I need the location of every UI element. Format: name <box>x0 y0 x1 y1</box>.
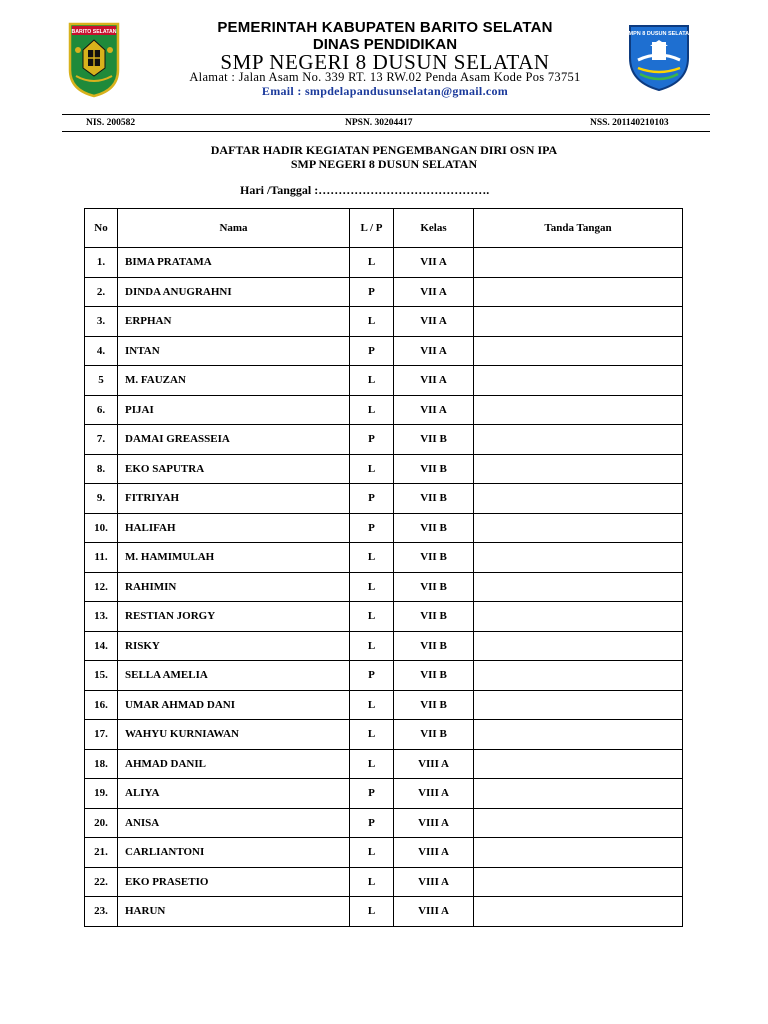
student-name: BIMA PRATAMA <box>118 248 350 278</box>
attendance-table <box>84 208 683 927</box>
table-header-row <box>85 209 683 248</box>
table-row <box>85 454 683 484</box>
student-class: VII A <box>394 395 474 425</box>
signature-cell <box>474 248 683 278</box>
student-gender: L <box>350 838 394 868</box>
row-number: 14. <box>85 631 118 661</box>
table-row <box>85 395 683 425</box>
document-subtitle: SMP NEGERI 8 DUSUN SELATAN <box>290 157 478 171</box>
student-class: VII B <box>394 720 474 750</box>
school-address: Alamat : Jalan Asam No. 339 RT. 13 RW.02 Penda Asam Kode Pos 73751 <box>189 70 581 84</box>
student-class: VII B <box>394 484 474 514</box>
signature-cell <box>474 366 683 396</box>
signature-cell <box>474 602 683 632</box>
student-class: VII B <box>394 513 474 543</box>
table-row <box>85 484 683 514</box>
letterhead-divider <box>62 114 710 115</box>
student-gender: L <box>350 602 394 632</box>
table-row <box>85 248 683 278</box>
student-gender: L <box>350 867 394 897</box>
col-header-nama: Nama <box>118 209 350 248</box>
student-gender: P <box>350 336 394 366</box>
signature-cell <box>474 425 683 455</box>
student-gender: L <box>350 543 394 573</box>
row-number: 23. <box>85 897 118 927</box>
student-gender: L <box>350 720 394 750</box>
student-gender: P <box>350 513 394 543</box>
table-row <box>85 425 683 455</box>
student-name: EKO PRASETIO <box>118 867 350 897</box>
student-name: HALIFAH <box>118 513 350 543</box>
student-name: RESTIAN JORGY <box>118 602 350 632</box>
col-header-lp: L / P <box>350 209 394 248</box>
student-name: RAHIMIN <box>118 572 350 602</box>
student-class: VIII A <box>394 779 474 809</box>
row-number: 12. <box>85 572 118 602</box>
signature-cell <box>474 307 683 337</box>
student-class: VIII A <box>394 867 474 897</box>
signature-cell <box>474 779 683 809</box>
student-name: PIJAI <box>118 395 350 425</box>
signature-cell <box>474 661 683 691</box>
row-number: 18. <box>85 749 118 779</box>
row-number: 21. <box>85 838 118 868</box>
table-row <box>85 307 683 337</box>
student-gender: P <box>350 661 394 691</box>
signature-cell <box>474 720 683 750</box>
student-gender: L <box>350 690 394 720</box>
table-row <box>85 366 683 396</box>
signature-cell <box>474 336 683 366</box>
student-class: VII B <box>394 425 474 455</box>
signature-cell <box>474 867 683 897</box>
table-row <box>85 631 683 661</box>
signature-cell <box>474 513 683 543</box>
row-number: 8. <box>85 454 118 484</box>
student-class: VII A <box>394 336 474 366</box>
government-name: PEMERINTAH KABUPATEN BARITO SELATAN <box>217 19 553 36</box>
date-line: Hari /Tanggal :……………………………………. <box>240 183 490 197</box>
row-number: 20. <box>85 808 118 838</box>
student-name: INTAN <box>118 336 350 366</box>
student-gender: P <box>350 277 394 307</box>
row-number: 1. <box>85 248 118 278</box>
student-class: VII A <box>394 366 474 396</box>
row-number: 3. <box>85 307 118 337</box>
logo-right-banner-text: SMPN 8 DUSUN SELATAN <box>624 31 694 37</box>
col-header-tanda-tangan: Tanda Tangan <box>474 209 683 248</box>
student-gender: L <box>350 749 394 779</box>
signature-cell <box>474 484 683 514</box>
row-number: 4. <box>85 336 118 366</box>
row-number: 22. <box>85 867 118 897</box>
signature-cell <box>474 749 683 779</box>
student-class: VIII A <box>394 808 474 838</box>
signature-cell <box>474 572 683 602</box>
student-name: ERPHAN <box>118 307 350 337</box>
student-name: SELLA AMELIA <box>118 661 350 691</box>
row-number: 17. <box>85 720 118 750</box>
student-name: HARUN <box>118 897 350 927</box>
student-gender: L <box>350 897 394 927</box>
student-gender: L <box>350 248 394 278</box>
row-number: 2. <box>85 277 118 307</box>
student-class: VII B <box>394 602 474 632</box>
table-row <box>85 336 683 366</box>
table-row <box>85 277 683 307</box>
student-name: M. HAMIMULAH <box>118 543 350 573</box>
table-row <box>85 779 683 809</box>
table-row <box>85 808 683 838</box>
student-gender: L <box>350 454 394 484</box>
table-row <box>85 720 683 750</box>
student-gender: L <box>350 395 394 425</box>
department-name: DINAS PENDIDIKAN <box>312 36 458 53</box>
student-class: VII B <box>394 690 474 720</box>
student-class: VIII A <box>394 897 474 927</box>
student-name: DINDA ANUGRAHNI <box>118 277 350 307</box>
col-header-no: No <box>85 209 118 248</box>
student-gender: L <box>350 631 394 661</box>
smpn-8-school-logo <box>624 20 694 92</box>
row-number: 19. <box>85 779 118 809</box>
nis-number: NIS. 200582 <box>86 118 136 128</box>
table-row <box>85 897 683 927</box>
signature-cell <box>474 454 683 484</box>
row-number: 11. <box>85 543 118 573</box>
student-name: FITRIYAH <box>118 484 350 514</box>
table-row <box>85 867 683 897</box>
student-gender: P <box>350 484 394 514</box>
student-class: VII B <box>394 572 474 602</box>
table-row <box>85 690 683 720</box>
signature-cell <box>474 690 683 720</box>
student-class: VII B <box>394 543 474 573</box>
signature-cell <box>474 631 683 661</box>
barito-selatan-emblem-logo <box>66 20 122 98</box>
col-header-kelas: Kelas <box>394 209 474 248</box>
student-name: RISKY <box>118 631 350 661</box>
table-row <box>85 749 683 779</box>
student-gender: P <box>350 808 394 838</box>
student-name: DAMAI GREASSEIA <box>118 425 350 455</box>
student-gender: L <box>350 572 394 602</box>
student-class: VII A <box>394 277 474 307</box>
student-name: CARLIANTONI <box>118 838 350 868</box>
row-number: 7. <box>85 425 118 455</box>
signature-cell <box>474 395 683 425</box>
student-class: VII B <box>394 661 474 691</box>
signature-cell <box>474 838 683 868</box>
student-gender: P <box>350 779 394 809</box>
student-name: EKO SAPUTRA <box>118 454 350 484</box>
student-class: VII B <box>394 631 474 661</box>
student-name: M. FAUZAN <box>118 366 350 396</box>
table-row <box>85 543 683 573</box>
row-number: 6. <box>85 395 118 425</box>
signature-cell <box>474 543 683 573</box>
row-number: 15. <box>85 661 118 691</box>
table-row <box>85 602 683 632</box>
student-class: VII B <box>394 454 474 484</box>
student-class: VII A <box>394 248 474 278</box>
row-number: 13. <box>85 602 118 632</box>
nss-number: NSS. 201140210103 <box>590 118 669 128</box>
ids-divider <box>62 131 710 132</box>
row-number: 9. <box>85 484 118 514</box>
row-number: 16. <box>85 690 118 720</box>
student-name: ALIYA <box>118 779 350 809</box>
document-title: DAFTAR HADIR KEGIATAN PENGEMBANGAN DIRI OSN IPA <box>210 143 558 157</box>
signature-cell <box>474 897 683 927</box>
table-row <box>85 572 683 602</box>
school-email: Email : smpdelapandusunselatan@gmail.com <box>261 84 509 98</box>
student-name: AHMAD DANIL <box>118 749 350 779</box>
school-name: SMP NEGERI 8 DUSUN SELATAN <box>220 50 550 74</box>
student-name: UMAR AHMAD DANI <box>118 690 350 720</box>
table-row <box>85 661 683 691</box>
student-gender: L <box>350 366 394 396</box>
student-class: VII A <box>394 307 474 337</box>
table-row <box>85 838 683 868</box>
table-row <box>85 513 683 543</box>
student-gender: L <box>350 307 394 337</box>
signature-cell <box>474 808 683 838</box>
student-class: VIII A <box>394 749 474 779</box>
student-name: ANISA <box>118 808 350 838</box>
logo-left-banner-text: BARITO SELATAN <box>71 29 117 35</box>
signature-cell <box>474 277 683 307</box>
student-class: VIII A <box>394 838 474 868</box>
student-gender: P <box>350 425 394 455</box>
student-name: WAHYU KURNIAWAN <box>118 720 350 750</box>
row-number: 5 <box>85 366 118 396</box>
row-number: 10. <box>85 513 118 543</box>
npsn-number: NPSN. 30204417 <box>345 118 413 128</box>
